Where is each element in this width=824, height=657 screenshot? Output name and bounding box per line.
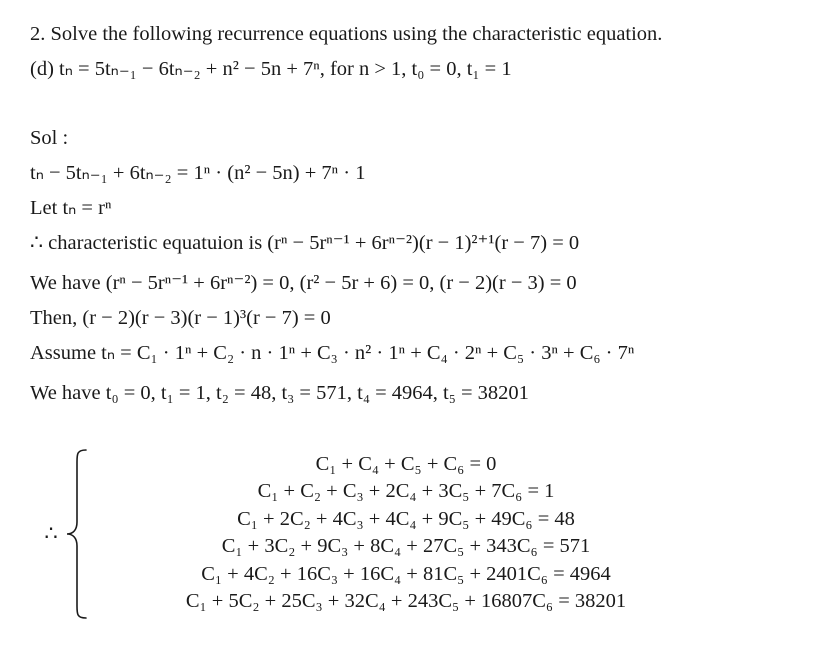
recurrence-equation: tₙ = 5tₙ₋₁ − 6tₙ₋₂ + n² − 5n + 7ⁿ, for n > 1, t₀ = 0, t₁ = 1 — [59, 58, 512, 80]
solution-label: Sol : — [30, 127, 69, 149]
problem-statement-line — [30, 24, 662, 45]
rearranged-equation: tₙ − 5tₙ₋₁ + 6tₙ₋₂ = 1ⁿ · (n² − 5n) + 7ⁿ · 1 — [30, 162, 366, 184]
characteristic-equation: ∴ characteristic equatuion is (rⁿ − 5rⁿ⁻¹ + 6rⁿ⁻²)(r − 1)²⁺¹(r − 7) = 0 — [30, 232, 580, 254]
system-equation-3: C₁ + 2C₂ + 4C₃ + 4C₄ + 9C₅ + 49C₆ = 48 — [237, 507, 575, 530]
assumed-general-solution: Assume tₙ = C₁ · 1ⁿ + C₂ · n · 1ⁿ + C₃ · n² · 1ⁿ + C₄ · 2ⁿ + C₅ · 3ⁿ + C₆ · 7ⁿ — [30, 342, 635, 364]
system-equation-5: C₁ + 4C₂ + 16C₃ + 16C₄ + 81C₅ + 2401C₆ = 4964 — [201, 562, 611, 585]
factorization-line: We have (rⁿ − 5rⁿ⁻¹ + 6rⁿ⁻²) = 0, (r² − 5r + 6) = 0, (r − 2)(r − 3) = 0 — [30, 272, 577, 294]
equation-list — [90, 451, 716, 616]
left-brace-icon — [64, 448, 90, 618]
system-equation-1: C₁ + C₄ + C₅ + C₆ = 0 — [315, 452, 497, 475]
system-equation-4: C₁ + 3C₂ + 9C₃ + 8C₄ + 27C₅ + 343C₆ = 571 — [221, 535, 591, 557]
initial-values-line: We have t₀ = 0, t₁ = 1, t₂ = 48, t₃ = 571, t₄ = 4964, t₅ = 38201 — [30, 382, 529, 404]
recurrence-line — [30, 59, 512, 80]
system-equation-2: C₁ + C₂ + C₃ + 2C₄ + 3C₅ + 7C₆ = 1 — [257, 480, 555, 502]
problem-statement-text: Solve the following recurrence equations using the characteristic equation. — [50, 23, 663, 45]
problem-number: 2. — [30, 23, 46, 45]
part-label: (d) — [30, 58, 54, 80]
therefore-symbol: ∴ — [44, 520, 58, 545]
let-substitution: Let tₙ = rⁿ — [30, 197, 112, 219]
roots-line: Then, (r − 2)(r − 3)(r − 1)³(r − 7) = 0 — [30, 307, 331, 329]
system-equation-6: C₁ + 5C₂ + 25C₃ + 32C₄ + 243C₅ + 16807C₆ = 38201 — [185, 590, 627, 612]
system-of-equations — [40, 448, 716, 618]
